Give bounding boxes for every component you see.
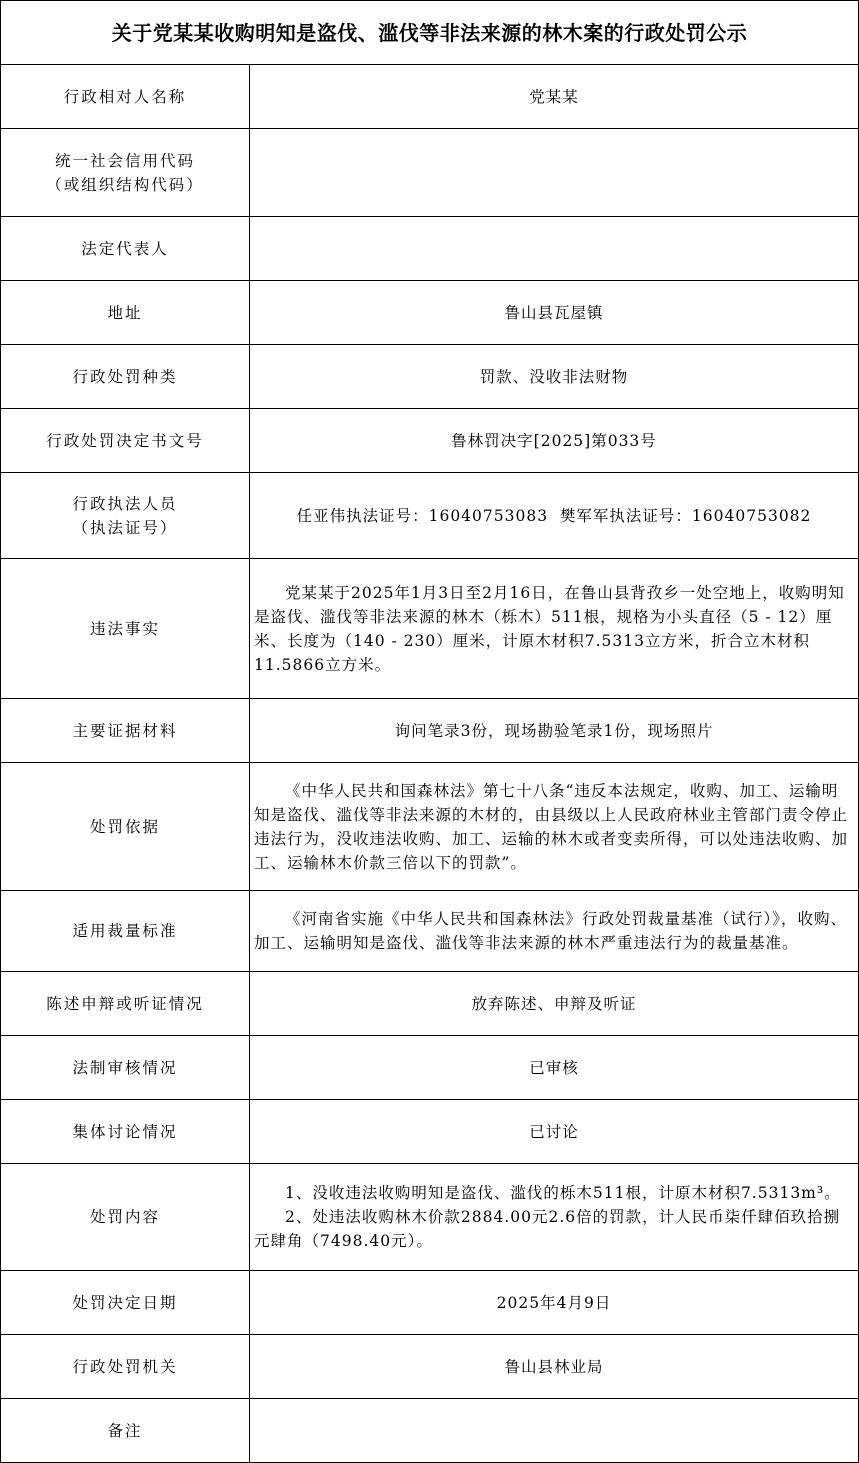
officers-label-line2: （执法证号） [72,518,178,537]
credit-code-label-line1: 统一社会信用代码 [54,151,195,170]
row-standard [1,891,859,972]
standard-value [250,891,859,972]
row-legal-rep [1,217,859,281]
decision-date-label: 处罚决定日期 [1,1271,250,1335]
penalty-info-table [0,64,859,1463]
standard-text: 《河南省实施《中华人民共和国森林法》行政处罚裁量基准（试行）》，收购、加工、运输明知是盗伐、滥伐等非法来源的林木严重违法行为的裁量基准。 [254,910,848,952]
credit-code-label [1,129,250,217]
row-remarks [1,1399,859,1463]
party-name-label: 行政相对人名称 [1,65,250,129]
penalty-type-label: 行政处罚种类 [1,345,250,409]
row-credit-code [1,129,859,217]
statement-value: 放弃陈述、申辩及听证 [250,972,859,1036]
decision-no-value: 鲁林罚决字[2025]第033号 [250,409,859,473]
basis-label: 处罚依据 [1,763,250,891]
remarks-label: 备注 [1,1399,250,1463]
authority-label: 行政处罚机关 [1,1335,250,1399]
row-penalty-type [1,345,859,409]
statement-label: 陈述申辩或听证情况 [1,972,250,1036]
row-facts [1,559,859,699]
row-basis [1,763,859,891]
basis-value [250,763,859,891]
legal-review-value: 已审核 [250,1036,859,1100]
row-evidence [1,699,859,763]
basis-text: 《中华人民共和国森林法》第七十八条“违反本法规定，收购、加工、运输明知是盗伐、滥伐等非法来源的木材的，由县级以上人民政府林业主管部门责令停止违法行为，没收违法收购、加工、运输的林木或者变卖所得，可以处违法收购、加工、运输林木价款三倍以下的罚款”。 [254,781,849,872]
credit-code-label-line2: （或组织结构代码） [46,175,204,194]
officers-value: 任亚伟执法证号：16040753083 樊军军执法证号：16040753082 [250,473,859,559]
row-address [1,281,859,345]
row-content [1,1164,859,1271]
remarks-value [250,1399,859,1463]
row-collective [1,1100,859,1164]
address-value: 鲁山县瓦屋镇 [250,281,859,345]
facts-value [250,559,859,699]
row-legal-review [1,1036,859,1100]
row-officers [1,473,859,559]
officers-label-line1: 行政执法人员 [72,494,178,513]
row-decision-no [1,409,859,473]
decision-date-value: 2025年4月9日 [250,1271,859,1335]
legal-review-label: 法制审核情况 [1,1036,250,1100]
decision-no-label: 行政处罚决定书文号 [1,409,250,473]
content-item-2: 2、处违法收购林木价款2884.00元2.6倍的罚款，计人民币柒仟肆佰玖拾捌元肆角（7498.40元）。 [254,1208,841,1250]
standard-label: 适用裁量标准 [1,891,250,972]
evidence-value: 询问笔录3份，现场勘验笔录1份，现场照片 [250,699,859,763]
content-label: 处罚内容 [1,1164,250,1271]
facts-label: 违法事实 [1,559,250,699]
facts-text: 党某某于2025年1月3日至2月16日，在鲁山县背孜乡一处空地上，收购明知是盗伐、滥伐等非法来源的林木（栎木）511根，规格为小头直径（5 - 12）厘米、长度为（140 - 230）厘米，计原木材积7.5313立方米，折合立木材积11.5866立方米。 [254,583,845,674]
collective-label: 集体讨论情况 [1,1100,250,1164]
collective-value: 已讨论 [250,1100,859,1164]
document-title: 关于党某某收购明知是盗伐、滥伐等非法来源的林木案的行政处罚公示 [0,0,859,64]
party-name-value: 党某某 [250,65,859,129]
authority-value: 鲁山县林业局 [250,1335,859,1399]
address-label: 地址 [1,281,250,345]
credit-code-value [250,129,859,217]
penalty-type-value: 罚款、没收非法财物 [250,345,859,409]
legal-rep-value [250,217,859,281]
legal-rep-label: 法定代表人 [1,217,250,281]
row-decision-date [1,1271,859,1335]
content-value [250,1164,859,1271]
row-statement [1,972,859,1036]
officers-label [1,473,250,559]
row-party-name [1,65,859,129]
row-authority [1,1335,859,1399]
content-item-1: 1、没收违法收购明知是盗伐、滥伐的栎木511根，计原木材积7.5313m³。 [285,1184,841,1202]
evidence-label: 主要证据材料 [1,699,250,763]
